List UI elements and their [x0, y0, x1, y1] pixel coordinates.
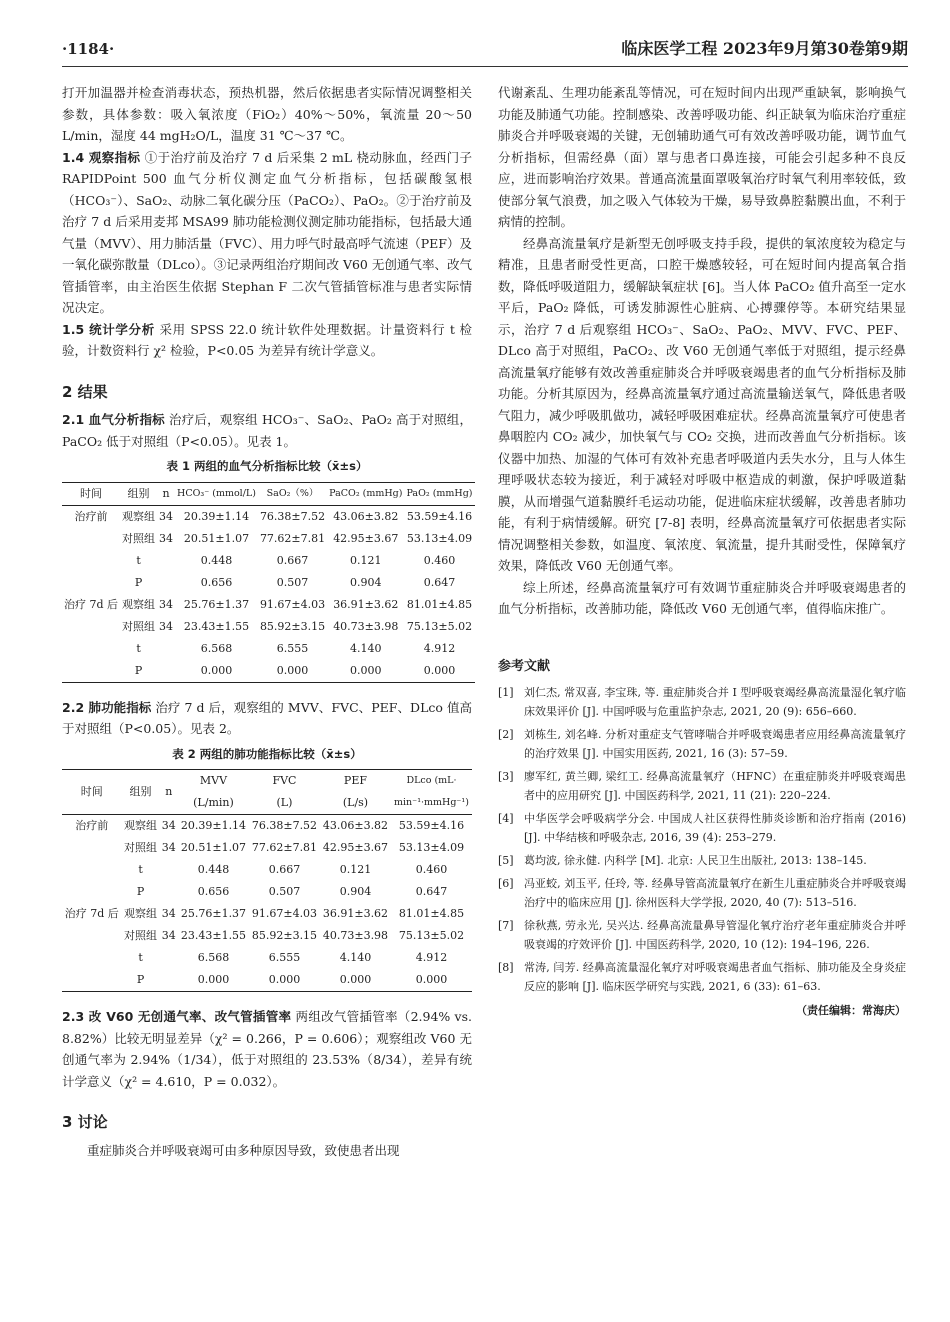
- page-number: ·1184·: [62, 40, 115, 58]
- table1-row: [62, 572, 475, 594]
- table1-cell: P: [120, 660, 157, 683]
- table2-cell: 0.000: [391, 969, 472, 992]
- table1-row: [62, 528, 475, 550]
- table1-cell: 40.73±3.98: [333, 619, 399, 633]
- reference-text: 廖军红, 黄兰卿, 梁红工. 经鼻高流量氧疗（HFNC）在重症肺炎并呼吸衰竭患者中的应用研究 [J]. 中国医药科学, 2021, 11 (21): 220–224.: [524, 770, 906, 802]
- table1-cell: 治疗前: [74, 509, 108, 523]
- table2-row: [62, 969, 472, 992]
- journal-header: 临床医学工程 2023年9月第30卷第9期: [621, 39, 908, 58]
- table2-cell: [160, 969, 178, 992]
- table2-cell: 43.06±3.82: [322, 819, 389, 832]
- section-2-heading: 2 结果: [62, 382, 108, 401]
- table1-cell: 6.555: [276, 641, 309, 655]
- reference-text: 冯亚蛟, 刘玉平, 任玲, 等. 经鼻导管高流量氧疗在新生儿重症肺炎合并呼吸衰竭治疗中的临床应用 [J]. 徐州医科大学学报, 2020, 40 (7): 513–516.: [524, 877, 906, 909]
- table1-cell: t: [136, 641, 141, 655]
- reference-text: 中华医学会呼吸病学分会. 中国成人社区获得性肺炎诊断和治疗指南 (2016) [J]. 中华结核和呼吸杂志, 2016, 39 (4): 253–279.: [524, 812, 906, 844]
- table2-cell: 34: [161, 907, 176, 920]
- section-2-3-heading: 2.3 改 V60 无创通气率、改气管插管率: [62, 1009, 292, 1024]
- table1-cell: 6.568: [200, 641, 233, 655]
- table2-header-group: 组别: [122, 770, 160, 815]
- reference-text: 刘栋生, 刘名峰. 分析对重症支气管哮喘合并呼吸衰竭患者应用经鼻高流量氧疗的治疗效果 [J]. 中国实用医药, 2021, 16 (3): 57–59.: [524, 728, 906, 760]
- table2-header-n: n: [160, 770, 178, 815]
- table2-cell: 0.460: [415, 863, 448, 876]
- table1-caption: 表 1 两组的血气分析指标比较（x̄±s）: [166, 459, 368, 473]
- reference-item: [498, 851, 906, 870]
- table2-unit-pef: (L/s): [320, 792, 391, 815]
- reference-number: [1]: [498, 686, 514, 699]
- section-1-5-text: 采用 SPSS 22.0 统计软件处理数据。计量资料行 t 检验，计数资料行 χ² 检验，P<0.05 为差异有统计学意义。: [62, 321, 473, 358]
- table1-row: [62, 550, 475, 572]
- table2-cell: 4.140: [339, 951, 372, 964]
- table1-header-group: 组别: [120, 482, 157, 505]
- table2-cell: 91.67±4.03: [251, 907, 318, 920]
- table2-cell: 0.448: [197, 863, 230, 876]
- table1-cell: 23.43±1.55: [183, 619, 250, 633]
- reference-item: [498, 767, 906, 805]
- table2-cell: [62, 881, 122, 903]
- reference-text: 徐秋燕, 劳永光, 吴兴达. 经鼻高流量鼻导管湿化氧疗治疗老年重症肺炎合并呼吸衰竭的疗效评价 [J]. 中国医药科学, 2020, 10 (12): 194–196, 226.: [524, 919, 906, 951]
- table2-cell: 治疗 7d 后: [64, 907, 119, 920]
- table2-cell: t: [138, 951, 143, 964]
- reference-number: [5]: [498, 854, 514, 867]
- table2-cell: 0.667: [268, 863, 301, 876]
- table2-row: [62, 947, 472, 969]
- table1-cell: 治疗 7d 后: [64, 597, 119, 611]
- table1-cell: 76.38±7.52: [259, 509, 326, 523]
- table1-cell: 4.140: [350, 641, 382, 655]
- section-2-3: [62, 1006, 472, 1092]
- table2-caption: 表 2 两组的肺功能指标比较（x̄±s）: [172, 746, 362, 761]
- table2-header-dlco: DLco (mL·: [391, 770, 472, 793]
- reference-item: [498, 958, 906, 996]
- table1-cell: t: [136, 553, 141, 567]
- table1-header-sao2: SaO₂（%）: [258, 482, 327, 505]
- reference-number: [7]: [498, 919, 514, 932]
- table1-cell: 85.92±3.15: [259, 619, 326, 633]
- table2-body: [62, 815, 472, 992]
- table2-cell: [62, 969, 122, 992]
- table2-cell: 36.91±3.62: [322, 907, 389, 920]
- table1-cell: 0.904: [350, 575, 382, 589]
- section-2-3-text: 两组改气管插管率（2.94% vs. 8.82%）比较无明显差异（χ² = 0.266，P = 0.606）；观察组改 V60 无创通气率为 2.94%（1/34），低于对照组的 23.53%（8/34），差异有统计学意义（χ² = 4.610，P = 0.032）。: [62, 1009, 472, 1089]
- section-1-5: [62, 319, 472, 362]
- table2-cell: [62, 859, 122, 881]
- table2-cell: 76.38±7.52: [251, 819, 318, 832]
- table1-cell: 0.000: [258, 660, 327, 683]
- table1-row: [62, 638, 475, 660]
- table2-cell: 34: [161, 819, 176, 832]
- table2-cell: [160, 881, 178, 903]
- table1-cell: 对照组: [122, 531, 156, 545]
- table2-cell: 观察组: [124, 819, 158, 832]
- table2-cell: 对照组: [124, 841, 158, 854]
- table1-cell: 25.76±1.37: [183, 597, 250, 611]
- table2-cell: [160, 859, 178, 881]
- table1-row: [62, 660, 475, 683]
- table2-row: [62, 815, 472, 838]
- table1-cell: [157, 550, 175, 572]
- table1: [62, 482, 475, 683]
- table2-header-mvv: MVV: [178, 770, 249, 793]
- table1-cell: 81.01±4.85: [406, 597, 473, 611]
- section-2-1-heading: 2.1 血气分析指标: [62, 412, 165, 427]
- table1-cell: 77.62±7.81: [259, 531, 326, 545]
- table1-cell: 42.95±3.67: [333, 531, 399, 545]
- reference-text: 葛均波, 徐永健. 内科学 [M]. 北京: 人民卫生出版社, 2013: 138–145.: [524, 854, 867, 867]
- table2-row: [62, 837, 472, 859]
- intro-paragraph: 打开加温器并检查消毒状态，预热机器，然后依据患者实际情况调整相关参数，具体参数：吸入氧浓度（FiO₂）40%～50%，氧流量 20～50 L/min，湿度 44 mgH₂O/L，温度 31 ℃～37 ℃。: [62, 85, 472, 143]
- table2-unit-dlco: min⁻¹·mmHg⁻¹): [391, 792, 472, 815]
- table1-cell: [62, 528, 120, 550]
- table1-cell: 91.67±4.03: [259, 597, 326, 611]
- table1-cell: 0.656: [200, 575, 233, 589]
- table1-cell: 34: [159, 531, 174, 545]
- editor-credit: （责任编辑：常海庆）: [796, 1004, 906, 1017]
- discussion-paragraph-2: 经鼻高流量氧疗是新型无创呼吸支持手段，提供的氧浓度较为稳定与精准，且患者耐受性更高，口腔干燥感较轻，可在短时间内提高氧合指数，降低呼吸道阻力，缓解缺氧症状 [6]。当人体 PaCO₂ 值升高至一定水平后，PaO₂ 降低，可诱发肺源性心脏病、心搏骤停等。本研究结果显示，治疗 7 d 后观察组 HCO₃⁻、SaO₂、PaO₂、MVV、FVC、PEF、DLco 高于对照组，PaCO₂、改 V60 无创通气率低于对照组，提示经鼻高流量氧疗能够有效改善重症肺炎合并呼吸衰竭患者的血气分析指标及肺功能。分析其原因为，经鼻高流量氧疗通过高流量输送氧气，降低患者吸气阻力，减少呼吸肌做功，减轻呼吸困难症状。经鼻高流量氧疗可使患者鼻咽腔内 CO₂ 减少，加快氧气与 CO₂ 交换，进而改善血气分析指标。该仪器中加热、加湿的气体可有效补充患者呼吸道内丢失水分，且与人体生理呼吸状态较为接近，利于减轻对呼吸中枢造成的刺激，保护呼吸道黏膜，从而增强气道黏膜纤毛运动功能，促进临床症状缓解，改善患者肺功能，有利于病情缓解。研究 [7-8] 表明，经鼻高流量氧疗可依据患者实际情况调整相关参数，如温度、氧浓度、氧流量，提升其耐受性，保障氧疗效果，降低改 V60 无创通气率。: [498, 235, 906, 573]
- table2-cell: 治疗前: [75, 819, 109, 832]
- table2-cell: 42.95±3.67: [322, 841, 389, 854]
- section-1-4: [62, 147, 472, 319]
- table1-cell: 53.13±4.09: [406, 531, 473, 545]
- section-2-1-text: 治疗后，观察组 HCO₃⁻、SaO₂、PaO₂ 高于对照组，PaCO₂ 低于对照组（P<0.05）。见表 1。: [62, 412, 473, 449]
- table2-cell: 75.13±5.02: [398, 929, 465, 942]
- table1-cell: 0.000: [404, 660, 474, 683]
- table1-cell: 0.667: [276, 553, 309, 567]
- table2-cell: P: [122, 969, 160, 992]
- table2-cell: 53.59±4.16: [398, 819, 465, 832]
- reference-text: 常涛, 闫芳. 经鼻高流量湿化氧疗对呼吸衰竭患者血气指标、肺功能及全身炎症反应的影响 [J]. 临床医学研究与实践, 2021, 6 (33): 61–63.: [524, 961, 906, 993]
- table1-cell: P: [134, 575, 143, 589]
- reference-number: [3]: [498, 770, 514, 783]
- table1-cell: 75.13±5.02: [406, 619, 473, 633]
- table2-cell: 25.76±1.37: [180, 907, 247, 920]
- table2-row: [62, 903, 472, 925]
- table2-cell: 对照组: [124, 929, 158, 942]
- table1-cell: [62, 638, 120, 660]
- table2-cell: 20.51±1.07: [180, 841, 247, 854]
- left-column: [62, 82, 472, 1161]
- table1-header-time: 时间: [62, 482, 120, 505]
- reference-item: [498, 683, 906, 721]
- section-2-2-heading: 2.2 肺功能指标: [62, 699, 152, 715]
- table2-cell: 4.912: [415, 951, 448, 964]
- table2-cell: 0.647: [415, 885, 448, 898]
- table1-cell: 34: [159, 597, 174, 611]
- reference-item: [498, 725, 906, 763]
- reference-number: [2]: [498, 728, 514, 741]
- table1-cell: [157, 572, 175, 594]
- table2-cell: [62, 947, 122, 969]
- table2-cell: P: [136, 885, 145, 898]
- reference-text: 刘仁杰, 常双喜, 李宝珠, 等. 重症肺炎合并 I 型呼吸衰竭经鼻高流量湿化氧疗临床效果评价 [J]. 中国呼吸与危重监护杂志, 2021, 20 (9): 656–660.: [524, 686, 906, 718]
- section-1-5-heading: 1.5 统计学分析: [62, 321, 155, 337]
- table1-cell: 0.460: [423, 553, 456, 567]
- table2-header-fvc: FVC: [249, 770, 320, 793]
- table1-body: [62, 505, 475, 682]
- table1-cell: 0.448: [200, 553, 233, 567]
- table1-cell: 0.000: [175, 660, 258, 683]
- table2-cell: 0.000: [249, 969, 320, 992]
- table2-cell: 0.507: [268, 885, 301, 898]
- table1-header-hco3: HCO₃⁻ (mmol/L): [175, 482, 258, 505]
- section-3-heading: 3 讨论: [62, 1113, 108, 1131]
- table1-cell: 4.912: [423, 641, 456, 655]
- table2-cell: 0.121: [339, 863, 372, 876]
- table2-cell: 0.656: [197, 885, 230, 898]
- table2-row: [62, 925, 472, 947]
- table1-cell: 0.647: [423, 575, 456, 589]
- table1-cell: [62, 572, 120, 594]
- reference-item: [498, 809, 906, 847]
- references-list: [498, 683, 906, 996]
- table1-cell: 20.51±1.07: [183, 531, 250, 545]
- section-2-2-text: 治疗 7 d 后，观察组的 MVV、FVC、PEF、DLco 值高于对照组（P<0.05）。见表 2。: [62, 699, 472, 736]
- reference-number: [4]: [498, 812, 514, 825]
- table1-cell: 34: [159, 509, 174, 523]
- table1-cell: 观察组: [122, 509, 156, 523]
- table1-cell: [62, 616, 120, 638]
- table1-cell: 34: [159, 619, 174, 633]
- table2-header-time: 时间: [62, 770, 122, 815]
- table1-cell: 20.39±1.14: [183, 509, 250, 523]
- table2-cell: [62, 925, 122, 947]
- table1-cell: [62, 550, 120, 572]
- table1-cell: 0.000: [327, 660, 404, 683]
- table1-row: [62, 594, 475, 616]
- right-column: [498, 82, 906, 1022]
- table1-cell: 0.121: [350, 553, 382, 567]
- reference-item: [498, 916, 906, 954]
- table2-cell: 0.904: [339, 885, 372, 898]
- table1-header-pao2: PaO₂ (mmHg): [404, 482, 474, 505]
- table2-cell: 0.000: [320, 969, 391, 992]
- table2-cell: 6.555: [268, 951, 301, 964]
- table1-header-n: n: [157, 482, 175, 505]
- table2-unit-mvv: (L/min): [178, 792, 249, 815]
- table2-row: [62, 881, 472, 903]
- table1-row: [62, 616, 475, 638]
- table2-cell: [160, 947, 178, 969]
- table1-cell: [157, 660, 175, 683]
- table2-cell: 观察组: [124, 907, 158, 920]
- table2-cell: t: [138, 863, 143, 876]
- table1-cell: 0.507: [276, 575, 309, 589]
- table1-cell: 36.91±3.62: [333, 597, 399, 611]
- table2-cell: 53.13±4.09: [398, 841, 465, 854]
- section-3-text: 重症肺炎合并呼吸衰竭可由多种原因导致，致使患者出现: [87, 1142, 400, 1158]
- reference-number: [8]: [498, 961, 514, 974]
- table2-row: [62, 859, 472, 881]
- table2-cell: 20.39±1.14: [180, 819, 247, 832]
- table2-unit-fvc: (L): [249, 792, 320, 815]
- discussion-paragraph-1: 代谢紊乱、生理功能紊乱等情况，可在短时间内出现严重缺氧，影响换气功能及肺通气功能。控制感染、改善呼吸功能、纠正缺氧为临床治疗重症肺炎合并呼吸衰竭的关键，无创辅助通气可有效改善呼吸功能，调节血气分析指标，但需经鼻（面）罩与患者口鼻连接，可能会引起多种不良反应，进而影响治疗效果。普通高流量面罩吸氧治疗时氧气利用率较低，致使部分氧气浪费，加之吸入气体较为干燥，易导致鼻腔黏膜出血，不利于病情的控制。: [498, 85, 906, 229]
- table2-cell: 23.43±1.55: [180, 929, 247, 942]
- table1-cell: 观察组: [122, 597, 156, 611]
- table2-cell: 40.73±3.98: [322, 929, 389, 942]
- conclusion-paragraph: 综上所述，经鼻高流量氧疗可有效调节重症肺炎合并呼吸衰竭患者的血气分析指标，改善肺功能，降低改 V60 无创通气率，值得临床推广。: [498, 579, 906, 616]
- table2-cell: 34: [161, 841, 176, 854]
- section-2-1: [62, 409, 472, 452]
- table2-cell: 34: [161, 929, 176, 942]
- table1-cell: [62, 660, 120, 683]
- table2-cell: 6.568: [197, 951, 230, 964]
- section-1-4-text: ①于治疗前及治疗 7 d 后采集 2 mL 桡动脉血，经西门子 RAPIDPoint 500 血气分析仪测定血气分析指标，包括碳酸氢根（HCO₃⁻）、SaO₂、动脉二氧化碳分压（PaCO₂）、PaO₂。②于治疗前及治疗 7 d 后采用麦邦 MSA99 肺功能检测仪测定肺功能指标，包括最大通气量（MVV）、用力肺活量（FVC）、用力呼气时最高呼气流速（PEF）及一氧化碳弥散量（DLco）。③记录两组治疗期间改 V60 无创通气率、改气管插管率，由主治医生依据 Stephan F 二次气管插管标准与患者实际情况决定。: [62, 149, 472, 315]
- reference-item: [498, 874, 906, 912]
- references-title: 参考文献: [498, 658, 551, 674]
- reference-number: [6]: [498, 877, 514, 890]
- table2-cell: 85.92±3.15: [251, 929, 318, 942]
- table1-cell: 对照组: [122, 619, 156, 633]
- table1-cell: [157, 638, 175, 660]
- table2-cell: 0.000: [178, 969, 249, 992]
- header-rule: [62, 66, 908, 67]
- table1-header-paco2: PaCO₂ (mmHg): [327, 482, 404, 505]
- table2-cell: 81.01±4.85: [398, 907, 465, 920]
- table1-cell: 43.06±3.82: [333, 509, 399, 523]
- table1-cell: 53.59±4.16: [406, 509, 473, 523]
- table2-header-pef: PEF: [320, 770, 391, 793]
- section-2-2: [62, 697, 472, 740]
- section-1-4-heading: 1.4 观察指标: [62, 149, 141, 165]
- table2-cell: 77.62±7.81: [251, 841, 318, 854]
- table2-cell: [62, 837, 122, 859]
- table1-row: [62, 505, 475, 528]
- table2: [62, 769, 472, 992]
